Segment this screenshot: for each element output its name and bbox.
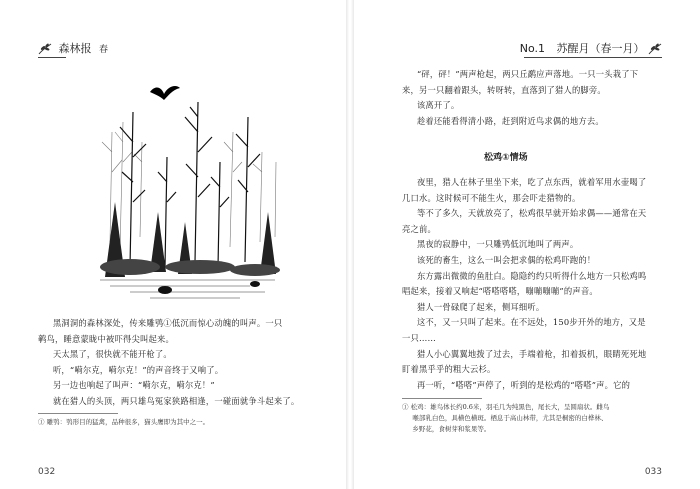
- paragraph: 黑夜的寂静中，一只雕鸮低沉地叫了两声。: [416, 239, 579, 250]
- sprig-icon: [38, 43, 52, 55]
- section-title: 松鸡①情场: [484, 153, 528, 163]
- page-number-right: 033: [644, 467, 662, 477]
- footnote-rule: [38, 413, 118, 414]
- paragraph: 就在猎人的头顶，两只雄鸟冤家狭路相逢，一碰面就争斗起来了。: [52, 395, 300, 406]
- paragraph: 该死的畜生，这么一叫会把求偶的松鸡吓跑的！: [416, 254, 596, 265]
- paragraph: 亮之前。: [402, 223, 436, 234]
- right-body-top: [402, 67, 638, 129]
- paragraph: 鹌鸟，睡意蒙眬中被吓得尖叫起来。: [38, 333, 174, 344]
- left-body-text: [38, 316, 299, 410]
- footnote-line: ① 松鸡：雄鸟体长约0.6米，羽毛几为纯黑色，尾长大，呈圆扇状。雌鸟: [402, 403, 610, 411]
- left-page: [0, 0, 346, 489]
- book-spine: [346, 0, 354, 489]
- footnote-line: 乡野花，食树芽和浆果等。: [412, 425, 491, 433]
- footnote-text: ① 雕鸮：鸮形目的猛禽，品种很多，猫头鹰即为其中之一。: [38, 418, 210, 426]
- left-footnote: [38, 417, 209, 428]
- head-rule: [38, 57, 66, 58]
- paragraph: 夜里，猎人在林子里坐下来，吃了点东西，就着军用水壶喝了: [416, 177, 647, 187]
- paragraph: 来，另一只翻着跟头，转呀转，直落到了猎人的脚旁。: [402, 84, 606, 95]
- paragraph: 唱起来，接着又响起“嗒嗒嗒嗒，嘣嘣嘣嘣”的声音。: [402, 286, 598, 297]
- book-title: 森林报: [58, 42, 92, 55]
- page-number-left: 032: [38, 467, 56, 477]
- running-head-left: [38, 40, 108, 56]
- paragraph: 趁着还能看得清小路，赶到附近鸟求偶的地方去。: [416, 115, 604, 126]
- paragraph: 听，“嗬尔克，嗬尔克！”的声音终于又响了。: [52, 364, 224, 375]
- paragraph: 猎人小心翼翼地拨了过去，手端着枪，扣着扳机，眼睛死死地: [416, 348, 647, 359]
- paragraph: 猎人一骨碌爬了起来，侧耳细听。: [416, 301, 545, 312]
- paragraph: 再一听，“嗒嗒”声停了，听到的是松鸡的“嗒嗒”声。它的: [416, 379, 631, 390]
- paragraph: 盯着黑乎乎的粗大云杉。: [402, 364, 496, 375]
- paragraph: 一只……: [402, 332, 436, 343]
- forest-illustration: [90, 62, 285, 312]
- right-page: [354, 0, 700, 489]
- paragraph: 等不了多久，天就放亮了，松鸡很早就开始求偶——通常在天: [416, 208, 647, 219]
- paragraph: 东方露出微微的鱼肚白。隐隐约约只听得什么地方一只松鸡鸣: [416, 270, 647, 281]
- right-body-main: [402, 175, 646, 393]
- chapter-number: No.1: [519, 42, 545, 55]
- head-rule: [524, 57, 662, 58]
- paragraph: 黑洞洞的森林深处，传来雕鸮①低沉而惊心动魄的叫声。一只: [52, 318, 283, 328]
- paragraph: 几口水。这时候可不能生火，那会吓走猎物的。: [402, 192, 581, 203]
- footnote-rule: [402, 398, 482, 399]
- paragraph: “砰，砰！”两声枪起，两只丘鹬应声落地。一只一头栽了下: [416, 69, 639, 79]
- paragraph: 天太黑了，很快就不能开枪了。: [52, 349, 172, 360]
- sprig-icon: [648, 43, 662, 55]
- chapter-month: 苏醒月（春一月）: [556, 42, 645, 55]
- paragraph: 该离开了。: [416, 100, 460, 111]
- paragraph: 这不，又一只叫了起来。在不远处，150步开外的地方，又是: [416, 317, 646, 328]
- running-head-right: [520, 40, 662, 56]
- right-footnote: [402, 402, 609, 435]
- paragraph: 另一边也响起了叫声：“嗬尔克，嗬尔克！”: [52, 380, 215, 391]
- season-label: 春: [99, 45, 109, 55]
- footnote-line: 喉部乳白色，具横色横斑。栖息于高山林带，尤其是桐密的白桦林、: [412, 414, 608, 422]
